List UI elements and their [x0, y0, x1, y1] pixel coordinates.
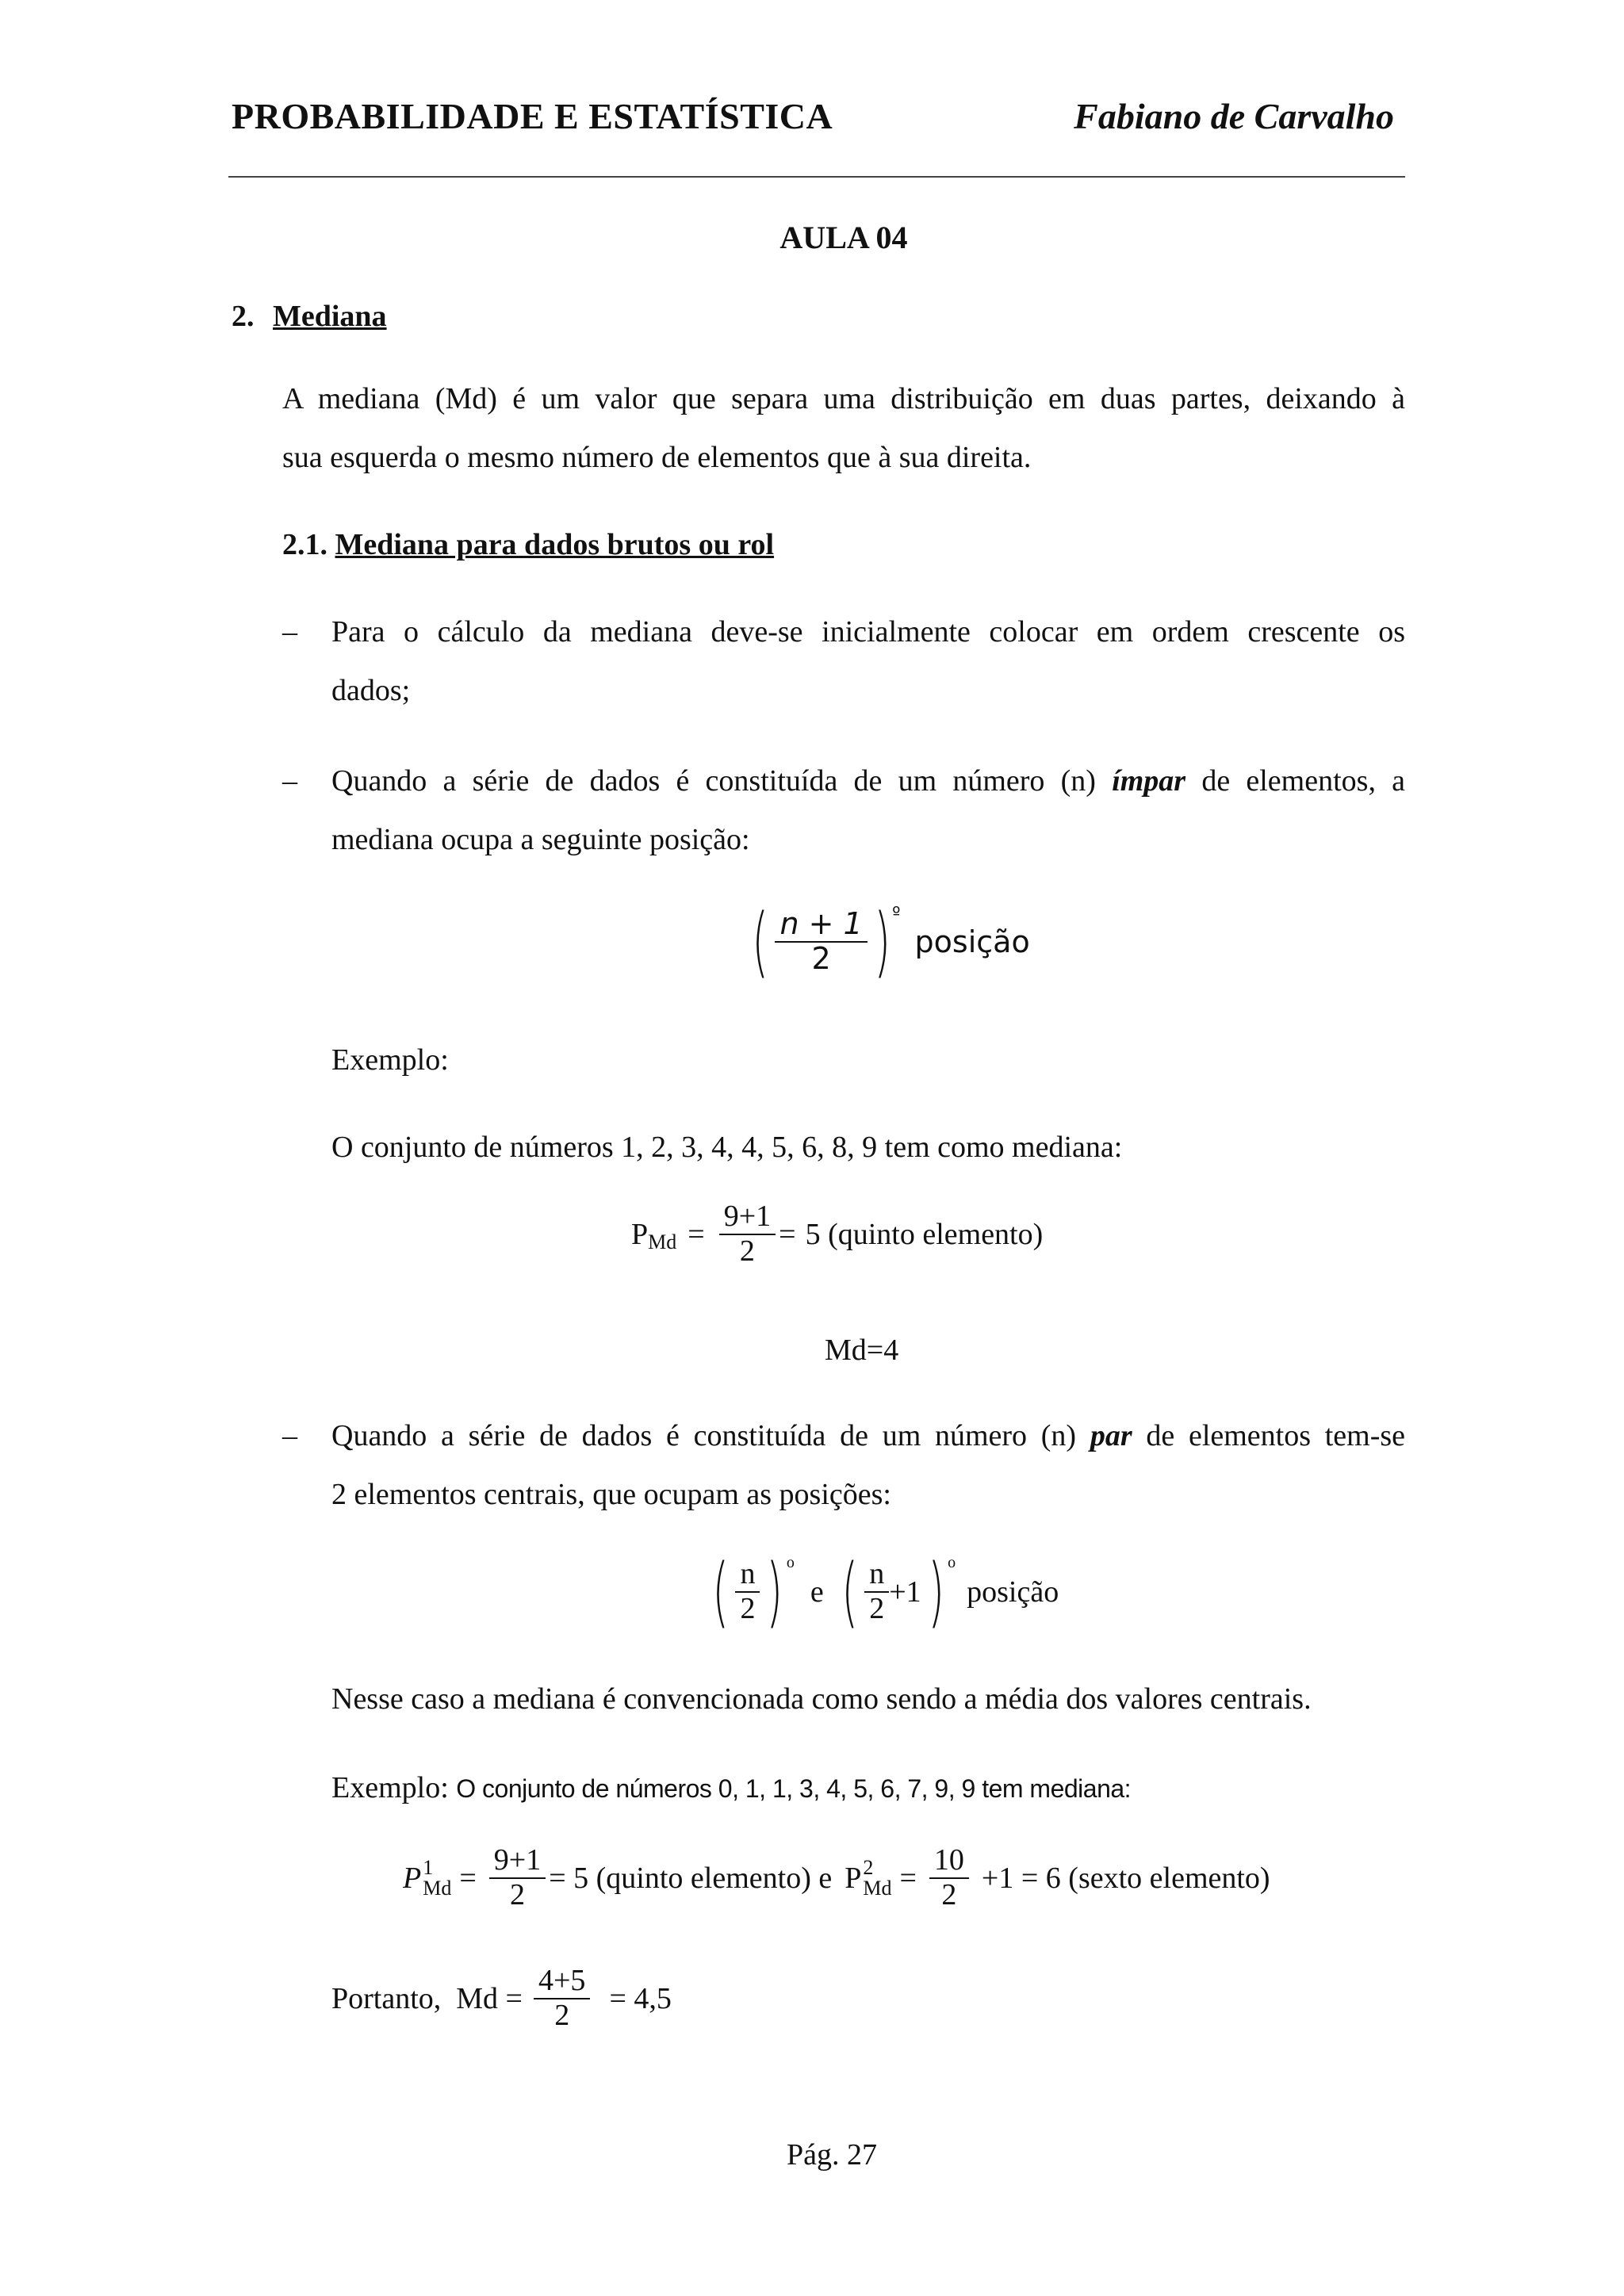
formula-odd-fraction: [775, 908, 867, 976]
example-2-p2-indices: [863, 1855, 892, 1900]
formula-even-fraction-1: [735, 1558, 760, 1626]
bullet-1-dash: –: [282, 615, 297, 649]
formula-even-conjunction: e: [810, 1575, 824, 1609]
example-1-p-subscript: Md: [648, 1230, 677, 1253]
subsection-title: Mediana para dados brutos ou rol: [335, 528, 775, 561]
example-1-equals-2: =: [779, 1217, 796, 1251]
example-2-denominator-1: 2: [510, 1877, 525, 1911]
example-2-p2: P: [845, 1861, 862, 1895]
example-2-p1-indices: [423, 1855, 452, 1900]
header-author: Fabiano de Carvalho: [1074, 96, 1394, 136]
bullet-2-text-post: de elementos, a: [1201, 764, 1406, 798]
example-2-p1-superscript: 1: [423, 1855, 434, 1879]
intro-line-2: sua esquerda o mesmo número de elementos que à sua direita.: [282, 441, 1032, 474]
conclusion-numerator: 4+5: [538, 1964, 586, 1997]
example-2-label: Exemplo:: [331, 1771, 449, 1804]
conclusion-label: Portanto, Md =: [331, 1981, 523, 2015]
example-2-numerator-2: 10: [933, 1843, 964, 1877]
conclusion-fraction: [534, 1965, 590, 2033]
example-1-equals: =: [688, 1217, 705, 1251]
example-2-fraction-2: [929, 1844, 969, 1912]
formula-even-numerator-2: n: [869, 1557, 885, 1591]
bullet-3-line-1: [331, 1406, 1405, 1465]
formula-odd-position: ( $\frac{n + 1}{2}$ ) º posição: [752, 897, 1030, 986]
example-1-formula: [631, 1200, 1043, 1269]
example-2-p1-subscript: Md: [423, 1876, 452, 1900]
example-1-denominator: 2: [739, 1234, 755, 1268]
formula-even-denominator-1: 2: [740, 1592, 756, 1625]
formula-even-denominator-2: 2: [869, 1592, 885, 1625]
bullet-2-line-1: [331, 752, 1405, 810]
intro-line-1: A mediana (Md) é um valor que separa uma distribuição em duas partes, deixando à: [282, 382, 1405, 415]
example-1-label: Exemplo:: [331, 1043, 449, 1077]
example-2-equals-2: =: [899, 1861, 917, 1895]
formula-even-ordinal-2: o: [948, 1554, 956, 1571]
example-2-denominator-2: 2: [941, 1877, 957, 1911]
example-1-result: 5 (quinto elemento): [805, 1217, 1044, 1251]
bullet-3-text-pre: Quando a série de dados é constituída de um número (n): [331, 1419, 1077, 1452]
example-1-text: O conjunto de números 1, 2, 3, 4, 4, 5, 6, 8, 9 tem como mediana:: [331, 1131, 1123, 1164]
example-1-fraction: [719, 1200, 776, 1269]
bullet-3-dash: –: [282, 1419, 297, 1452]
formula-even-plus-one: +1: [889, 1575, 921, 1609]
subsection-number: 2.1.: [282, 528, 327, 561]
conclusion-formula: [331, 1965, 672, 2033]
example-1-median: Md=4: [825, 1334, 899, 1367]
conclusion-result: = 4,5: [609, 1981, 672, 2015]
example-2-p2-superscript: 2: [863, 1855, 874, 1879]
formula-even-label: posição: [967, 1575, 1059, 1609]
example-2-result-2: +1 = 6 (sexto elemento): [981, 1861, 1270, 1895]
page-number: Pág. 27: [787, 2138, 877, 2172]
formula-even-numerator-1: n: [740, 1557, 756, 1591]
lesson-title: AULA 04: [779, 220, 908, 255]
bullet-2-line-2: mediana ocupa a seguinte posição:: [331, 823, 750, 856]
median-convention-note: Nesse caso a mediana é convencionada como sendo a média dos valores centrais.: [331, 1682, 1312, 1716]
example-1-numerator: 9+1: [723, 1200, 772, 1233]
bullet-2-emphasis: ímpar: [1112, 764, 1186, 798]
formula-odd-denominator: 2: [811, 941, 831, 976]
subsection-heading: [282, 515, 774, 574]
formula-even-ordinal-1: o: [786, 1554, 795, 1571]
formula-odd-label: posição: [914, 924, 1030, 959]
formula-odd-numerator: n + 1: [779, 906, 863, 942]
formula-even-fraction-2: [864, 1558, 889, 1626]
example-2-p2-subscript: Md: [863, 1876, 892, 1900]
bullet-3-emphasis: par: [1090, 1419, 1132, 1452]
example-2-line: [331, 1758, 1131, 1818]
example-2-fraction-1: [489, 1844, 546, 1912]
example-2-numerator-1: 9+1: [493, 1843, 542, 1877]
bullet-3-line-2: 2 elementos centrais, que ocupam as posições:: [331, 1478, 891, 1511]
header-title: PROBABILIDADE E ESTATÍSTICA: [232, 96, 833, 136]
section-number: 2.: [232, 300, 255, 333]
example-2-equals-1: =: [459, 1861, 477, 1895]
formula-odd-ordinal: º: [892, 904, 901, 924]
bullet-3-text-post: de elementos tem-se: [1146, 1419, 1406, 1452]
header-divider: [228, 176, 1405, 178]
example-2-formula: [403, 1844, 1270, 1912]
bullet-2-dash: –: [282, 764, 297, 798]
example-2-result-1: = 5 (quinto elemento) e: [549, 1861, 833, 1895]
bullet-1-line-2: dados;: [331, 674, 411, 707]
conclusion-denominator: 2: [554, 1998, 570, 2032]
formula-even-positions: ( $\frac{n}{2}$ ) o e ( $\frac{n}{2}$ +1 ) o posição: [712, 1548, 1059, 1636]
section-title: Mediana: [273, 300, 387, 333]
example-2-p1: P: [403, 1861, 422, 1895]
section-heading: [232, 287, 387, 346]
bullet-2-text-pre: Quando a série de dados é constituída de um número (n): [331, 764, 1096, 798]
example-1-p: P: [631, 1217, 649, 1251]
bullet-1-line-1: Para o cálculo da mediana deve-se inicialmente colocar em ordem crescente os: [331, 615, 1405, 649]
example-2-text: O conjunto de números 0, 1, 1, 3, 4, 5, 6, 7, 9, 9 tem mediana:: [456, 1774, 1132, 1803]
